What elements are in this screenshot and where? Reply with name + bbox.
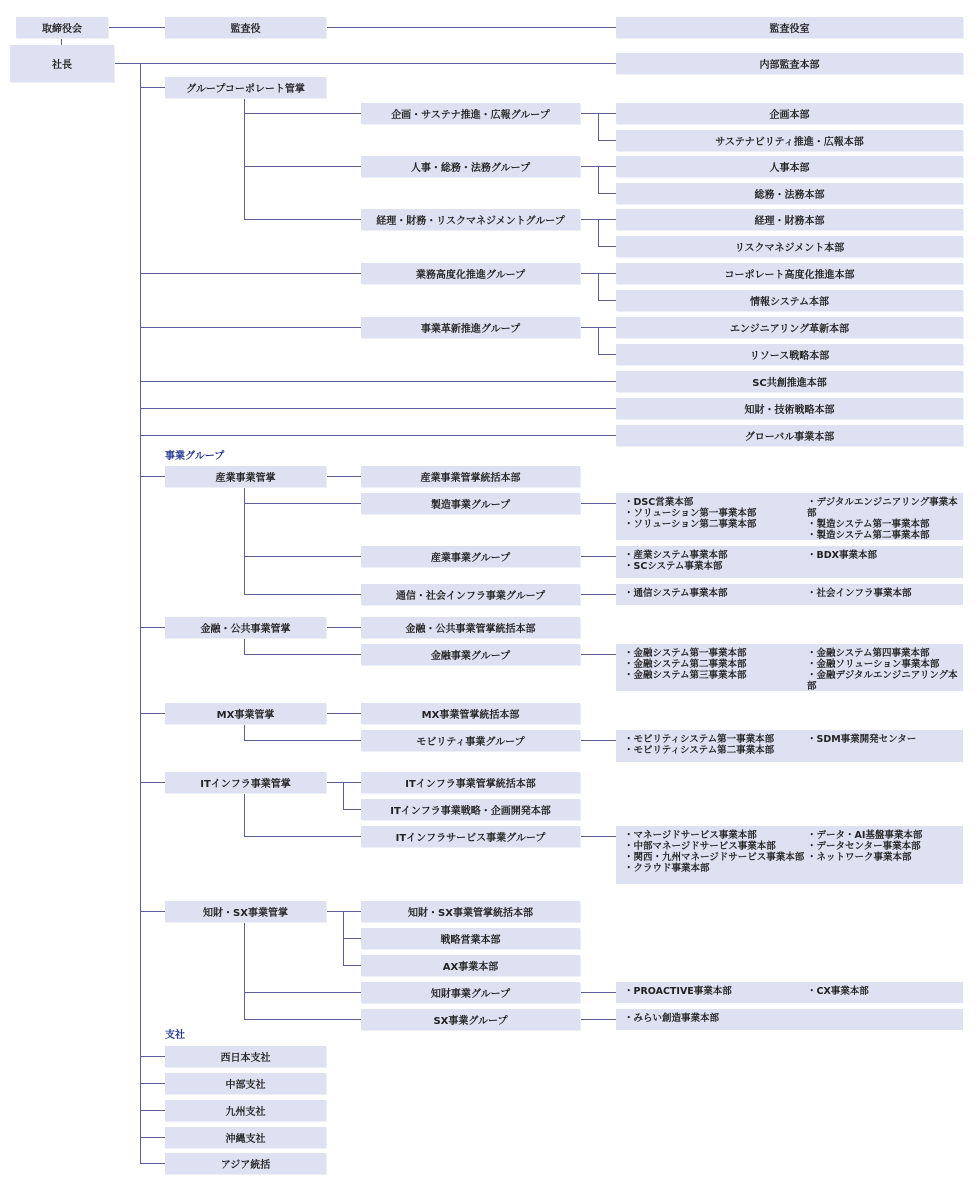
auditors: 監査役 <box>165 17 326 38</box>
branch: 沖縄支社 <box>165 1127 326 1148</box>
industry-group: 産業事業グループ <box>361 546 580 567</box>
direct-unit: 知財・技術戦略本部 <box>616 398 963 419</box>
direct-unit: エンジニアリング革新本部 <box>616 317 963 338</box>
corporate-group: 経理・財務・リスクマネジメントグループ <box>361 209 580 230</box>
direct-group: 業務高度化推進グループ <box>361 263 580 284</box>
ip-hq2: 戦略営業本部 <box>361 928 580 949</box>
industry-division: 産業事業管掌 <box>165 466 326 487</box>
it-division: ITインフラ事業管掌 <box>165 772 326 793</box>
finance-group: 金融事業グループ <box>361 644 580 665</box>
sx-group: SX事業グループ <box>361 1009 580 1030</box>
ip-division: 知財・SX事業管掌 <box>165 901 326 922</box>
ip-group: 知財事業グループ <box>361 982 580 1003</box>
ip-hq3: AX事業本部 <box>361 955 580 976</box>
corporate-division: グループコーポレート管掌 <box>165 77 326 98</box>
internal-audit: 内部監査本部 <box>616 53 963 74</box>
corporate-unit: 経理・財務本部 <box>616 209 963 230</box>
unit-list: ・DSC営業本部 ・ソリューション第一事業本部 ・ソリューション第二事業本部 ・デジタルエンジニアリング事業本部 ・製造システム第一事業本部 ・製造システム第二事業本部 <box>616 493 963 540</box>
auditors-office: 監査役室 <box>616 17 963 38</box>
unit-list: ・産業システム事業本部 ・SCシステム事業本部 ・BDX事業本部 <box>616 546 963 578</box>
corporate-unit: サステナビリティ推進・広報本部 <box>616 130 963 151</box>
industry-group: 製造事業グループ <box>361 493 580 514</box>
corporate-unit: リスクマネジメント本部 <box>616 236 963 257</box>
corporate-unit: 総務・法務本部 <box>616 183 963 204</box>
unit-list: ・金融システム第一事業本部 ・金融システム第二事業本部 ・金融システム第三事業本部 ・金融システム第四事業本部 ・金融ソリューション事業本部 ・金融デジタルエンジニアリング本部 <box>616 644 963 691</box>
corporate-unit: 企画本部 <box>616 103 963 124</box>
direct-unit: グローバル事業本部 <box>616 425 963 446</box>
branch: 九州支社 <box>165 1100 326 1121</box>
unit-list: ・通信システム事業本部 ・社会インフラ事業本部 <box>616 584 963 605</box>
industry-group: 通信・社会インフラ事業グループ <box>361 584 580 605</box>
ip-hq: 知財・SX事業管掌統括本部 <box>361 901 580 922</box>
direct-unit: リソース戦略本部 <box>616 344 963 365</box>
finance-hq: 金融・公共事業管掌統括本部 <box>361 617 580 638</box>
unit-list: ・PROACTIVE事業本部 ・CX事業本部 <box>616 982 963 1003</box>
industry-hq: 産業事業管掌統括本部 <box>361 466 580 487</box>
business-section-label: 事業グループ <box>165 451 225 462</box>
branch-section-label: 支社 <box>165 1030 185 1041</box>
unit-list: ・みらい創造事業本部 <box>616 1009 963 1030</box>
direct-group: 事業革新推進グループ <box>361 317 580 338</box>
branch: 中部支社 <box>165 1073 326 1094</box>
corporate-group: 人事・総務・法務グループ <box>361 156 580 177</box>
corporate-unit: 人事本部 <box>616 156 963 177</box>
direct-unit: SC共創推進本部 <box>616 371 963 392</box>
president: 社長 <box>10 45 114 82</box>
it-group: ITインフラサービス事業グループ <box>361 826 580 847</box>
it-hq: ITインフラ事業管掌統括本部 <box>361 772 580 793</box>
board-of-directors: 取締役会 <box>16 17 108 38</box>
unit-list: ・マネージドサービス事業本部 ・中部マネージドサービス事業本部 ・関西・九州マネージドサービス事業本部 ・クラウド事業本部 ・データ・AI基盤事業本部 ・データセンター事業本部 ・ネットワーク事業本部 <box>616 826 963 884</box>
mx-hq: MX事業管掌統括本部 <box>361 703 580 724</box>
direct-unit: 情報システム本部 <box>616 290 963 311</box>
mx-group: モビリティ事業グループ <box>361 730 580 751</box>
direct-unit: コーポレート高度化推進本部 <box>616 263 963 284</box>
corporate-group: 企画・サステナ推進・広報グループ <box>361 103 580 124</box>
finance-division: 金融・公共事業管掌 <box>165 617 326 638</box>
branch: 西日本支社 <box>165 1046 326 1067</box>
branch: アジア統括 <box>165 1153 326 1174</box>
mx-division: MX事業管掌 <box>165 703 326 724</box>
it-hq2: ITインフラ事業戦略・企画開発本部 <box>361 799 580 820</box>
unit-list: ・モビリティシステム第一事業本部 ・モビリティシステム第二事業本部 ・SDM事業開発センター <box>616 730 963 762</box>
